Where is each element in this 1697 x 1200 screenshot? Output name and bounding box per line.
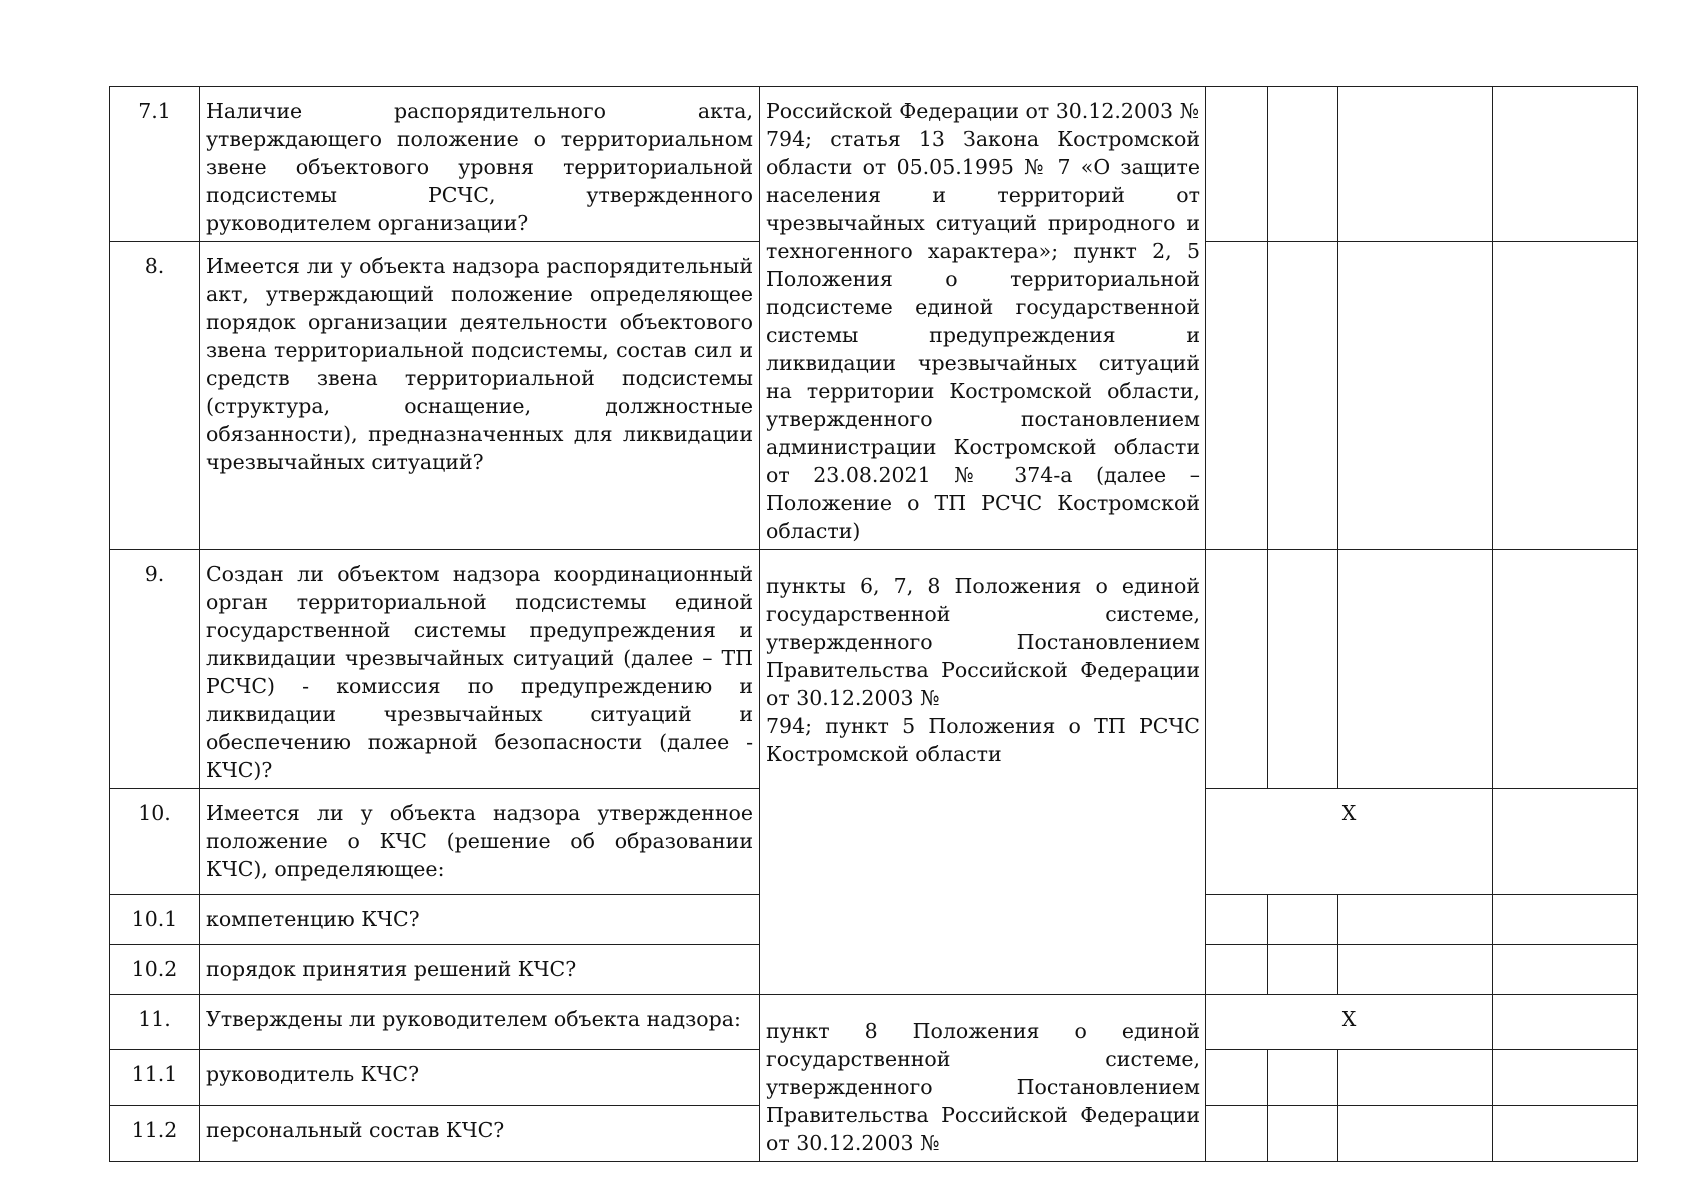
notes-cell[interactable] xyxy=(1493,945,1638,995)
legal-basis-text: Российской Федерации от 30.12.2003 № xyxy=(766,99,1200,123)
answer-na-cell[interactable] xyxy=(1338,242,1493,550)
answer-yes-cell[interactable] xyxy=(1206,1105,1268,1161)
row-number: 11. xyxy=(110,995,200,1050)
row-number: 10. xyxy=(110,789,200,895)
answer-yes-cell[interactable] xyxy=(1206,1049,1268,1105)
question-text: Наличие распорядительного акта, утверждающего положение о территориальном звене объектового уровня территориальной подсистемы РСЧС, утвержденного руководителем организации? xyxy=(200,87,760,242)
answer-yes-cell[interactable] xyxy=(1206,550,1268,789)
question-text: Имеется ли у объекта надзора распорядительный акт, утверждающий положение определяющее порядок организации деятельности объектового звена территориальной подсистемы, состав сил и средств звена территориальной подсистемы (структура, оснащение, должностные обязанности), предназначенных для ликвидации чрезвычайных ситуаций? xyxy=(200,242,760,550)
table-row xyxy=(110,995,1638,1050)
legal-basis-cell xyxy=(760,550,1206,995)
answer-na-cell[interactable] xyxy=(1338,550,1493,789)
answer-no-cell[interactable] xyxy=(1268,242,1338,550)
answer-na-cell[interactable] xyxy=(1338,1105,1493,1161)
answer-na-cell[interactable] xyxy=(1338,87,1493,242)
row-number: 10.2 xyxy=(110,945,200,995)
question-text: Имеется ли у объекта надзора утвержденное положение о КЧС (решение об образовании КЧС), определяющее: xyxy=(200,789,760,895)
answer-no-cell[interactable] xyxy=(1268,1049,1338,1105)
legal-basis-cell xyxy=(760,995,1206,1162)
table-row xyxy=(110,87,1638,242)
notes-cell[interactable] xyxy=(1493,242,1638,550)
row-number: 7.1 xyxy=(110,87,200,242)
notes-cell[interactable] xyxy=(1493,789,1638,895)
notes-cell[interactable] xyxy=(1493,550,1638,789)
answer-yes-cell[interactable] xyxy=(1206,945,1268,995)
answer-yes-cell[interactable] xyxy=(1206,895,1268,945)
notes-cell[interactable] xyxy=(1493,895,1638,945)
answer-na-cell[interactable] xyxy=(1338,1049,1493,1105)
row-number: 11.2 xyxy=(110,1105,200,1161)
row-number: 9. xyxy=(110,550,200,789)
answer-na-cell[interactable] xyxy=(1338,895,1493,945)
legal-basis-text: пункты 6, 7, 8 Положения о единой государственной системе, утвержденного Постановлением Правительства Российской Федерации от 30.12.2003 № xyxy=(766,574,1200,710)
notes-cell[interactable] xyxy=(1493,1049,1638,1105)
answer-no-cell[interactable] xyxy=(1268,550,1338,789)
answer-no-cell[interactable] xyxy=(1268,87,1338,242)
checklist-table xyxy=(109,86,1638,1162)
not-applicable-mark: X xyxy=(1206,995,1493,1050)
notes-cell[interactable] xyxy=(1493,1105,1638,1161)
question-text: порядок принятия решений КЧС? xyxy=(200,945,760,995)
answer-no-cell[interactable] xyxy=(1268,895,1338,945)
answer-no-cell[interactable] xyxy=(1268,1105,1338,1161)
answer-na-cell[interactable] xyxy=(1338,945,1493,995)
notes-cell[interactable] xyxy=(1493,87,1638,242)
question-text: компетенцию КЧС? xyxy=(200,895,760,945)
answer-yes-cell[interactable] xyxy=(1206,87,1268,242)
table-row xyxy=(110,550,1638,789)
row-number: 11.1 xyxy=(110,1049,200,1105)
answer-no-cell[interactable] xyxy=(1268,945,1338,995)
legal-basis-cell xyxy=(760,87,1206,550)
answer-yes-cell[interactable] xyxy=(1206,242,1268,550)
question-text: Утверждены ли руководителем объекта надзора: xyxy=(200,995,760,1050)
legal-basis-text: 794; статья 13 Закона Костромской области от 05.05.1995 № 7 «О защите населения и территорий от чрезвычайных ситуаций природного и техногенного характера»; пункт 2, 5 Положения о территориальной подсистеме единой государственной системы предупреждения и ликвидации чрезвычайных ситуаций на территории Костромской области, утвержденного постановлением администрации Костромской области от 23.08.2021 № 374-а (далее – Положение о ТП РСЧС Костромской области) xyxy=(766,127,1200,543)
question-text: Создан ли объектом надзора координационный орган территориальной подсистемы единой государственной системы предупреждения и ликвидации чрезвычайных ситуаций (далее – ТП РСЧС) - комиссия по предупреждению и ликвидации чрезвычайных ситуаций и обеспечению пожарной безопасности (далее - КЧС)? xyxy=(200,550,760,789)
notes-cell[interactable] xyxy=(1493,995,1638,1050)
question-text: персональный состав КЧС? xyxy=(200,1105,760,1161)
row-number: 10.1 xyxy=(110,895,200,945)
legal-basis-text: 794; пункт 5 Положения о ТП РСЧС Костромской области xyxy=(766,714,1200,766)
legal-basis-text: пункт 8 Положения о единой государственной системе, утвержденного Постановлением Правительства Российской Федерации от 30.12.2003 № xyxy=(766,1019,1200,1155)
question-text: руководитель КЧС? xyxy=(200,1049,760,1105)
row-number: 8. xyxy=(110,242,200,550)
not-applicable-mark: X xyxy=(1206,789,1493,895)
